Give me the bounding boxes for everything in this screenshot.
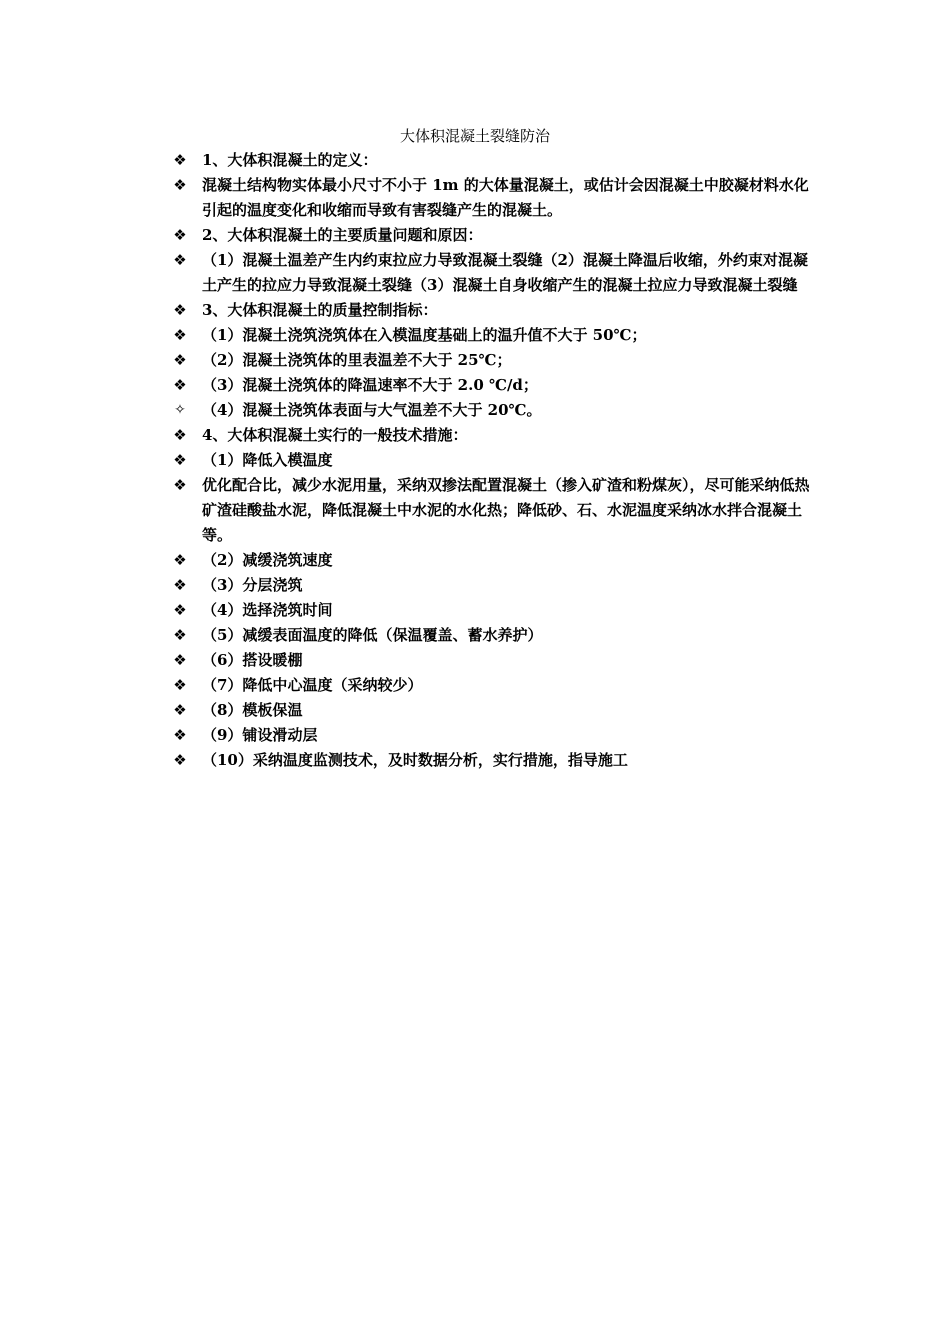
list-item bbox=[171, 573, 811, 598]
list-item bbox=[171, 423, 811, 448]
list-item bbox=[171, 398, 811, 423]
list-item-text: （2）减缓浇筑速度 bbox=[202, 551, 333, 569]
list-item bbox=[171, 373, 811, 398]
list-item bbox=[171, 548, 811, 573]
list-item bbox=[171, 223, 811, 248]
list-item bbox=[171, 248, 811, 298]
list-item-text: （1）降低入模温度 bbox=[202, 451, 333, 469]
list-item-text: 4、大体积混凝土实行的一般技术措施： bbox=[202, 426, 468, 444]
list-item bbox=[171, 348, 811, 373]
document-title: 大体积混凝土裂缝防治 bbox=[399, 127, 550, 145]
list-item-text: （3）分层浇筑 bbox=[202, 576, 303, 594]
diamond-bullet-icon: ❖ bbox=[173, 626, 187, 644]
list-item-text: （10）采纳温度监测技术，及时数据分析，实行措施，指导施工 bbox=[202, 751, 628, 769]
diamond-bullet-icon: ❖ bbox=[173, 676, 187, 694]
list-item-text: （7）降低中心温度（采纳较少） bbox=[202, 676, 423, 694]
list-item-text: 2、大体积混凝土的主要质量问题和原因： bbox=[202, 226, 483, 244]
diamond-bullet-icon: ❖ bbox=[173, 726, 187, 744]
diamond-bullet-icon: ❖ bbox=[173, 376, 187, 394]
list-item bbox=[171, 298, 811, 323]
list-item bbox=[171, 473, 811, 548]
list-item bbox=[171, 673, 811, 698]
list-item-text: （1）混凝土温差产生内约束拉应力导致混凝土裂缝（2）混凝土降温后收缩，外约束对混凝土产生的拉应力导致混凝土裂缝（3）混凝土自身收缩产生的混凝土拉应力导致混凝土裂缝 bbox=[202, 251, 808, 294]
diamond-bullet-icon: ❖ bbox=[173, 601, 187, 619]
list-item bbox=[171, 698, 811, 723]
list-item-text: （3）混凝土浇筑体的降温速率不大于 2.0 ℃/d； bbox=[202, 376, 538, 394]
list-item bbox=[171, 648, 811, 673]
list-item-text: （9）铺设滑动层 bbox=[202, 726, 318, 744]
diamond-bullet-icon: ❖ bbox=[173, 426, 187, 444]
list-item-text: （8）模板保温 bbox=[202, 701, 303, 719]
list-item bbox=[171, 323, 811, 348]
list-item-text: （4）选择浇筑时间 bbox=[202, 601, 333, 619]
diamond-bullet-icon: ❖ bbox=[173, 151, 187, 169]
diamond-bullet-icon: ❖ bbox=[173, 251, 187, 269]
list-item bbox=[171, 623, 811, 648]
diamond-bullet-icon: ❖ bbox=[173, 226, 187, 244]
diamond-bullet-icon: ❖ bbox=[173, 751, 187, 769]
list-item-text: （2）混凝土浇筑体的里表温差不大于 25℃； bbox=[202, 351, 512, 369]
list-item bbox=[171, 173, 811, 223]
list-item-text: 优化配合比，减少水泥用量，采纳双掺法配置混凝土（掺入矿渣和粉煤灰），尽可能采纳低热矿渣硅酸盐水泥，降低混凝土中水泥的水化热；降低砂、石、水泥温度采纳冰水拌合混凝土等。 bbox=[202, 476, 810, 544]
diamond-bullet-icon: ❖ bbox=[173, 551, 187, 569]
list-item-text: 3、大体积混凝土的质量控制指标： bbox=[202, 301, 438, 319]
diamond-bullet-icon: ❖ bbox=[173, 351, 187, 369]
list-item-text: （1）混凝土浇筑浇筑体在入模温度基础上的温升值不大于 50℃； bbox=[202, 326, 647, 344]
list-item-text: 1、大体积混凝土的定义： bbox=[202, 151, 378, 169]
list-item-text: （6）搭设暖棚 bbox=[202, 651, 303, 669]
outline-diamond-bullet-icon: ✧ bbox=[174, 402, 186, 418]
diamond-bullet-icon: ❖ bbox=[173, 301, 187, 319]
diamond-bullet-icon: ❖ bbox=[173, 451, 187, 469]
list-item bbox=[171, 748, 811, 773]
list-item-text: （5）减缓表面温度的降低（保温覆盖、蓄水养护） bbox=[202, 626, 543, 644]
diamond-bullet-icon: ❖ bbox=[173, 651, 187, 669]
diamond-bullet-icon: ❖ bbox=[173, 476, 187, 494]
diamond-bullet-icon: ❖ bbox=[173, 576, 187, 594]
list-item bbox=[171, 723, 811, 748]
diamond-bullet-icon: ❖ bbox=[173, 326, 187, 344]
diamond-bullet-icon: ❖ bbox=[173, 176, 187, 194]
bullet-list bbox=[171, 148, 811, 773]
list-item bbox=[171, 148, 811, 173]
list-item bbox=[171, 448, 811, 473]
diamond-bullet-icon: ❖ bbox=[173, 701, 187, 719]
list-item-text: （4）混凝土浇筑体表面与大气温差不大于 20℃。 bbox=[202, 401, 542, 419]
list-item-text: 混凝土结构物实体最小尺寸不小于 1m 的大体量混凝土，或估计会因混凝土中胶凝材料水化引起的温度变化和收缩而导致有害裂缝产生的混凝土。 bbox=[202, 176, 809, 219]
list-item bbox=[171, 598, 811, 623]
